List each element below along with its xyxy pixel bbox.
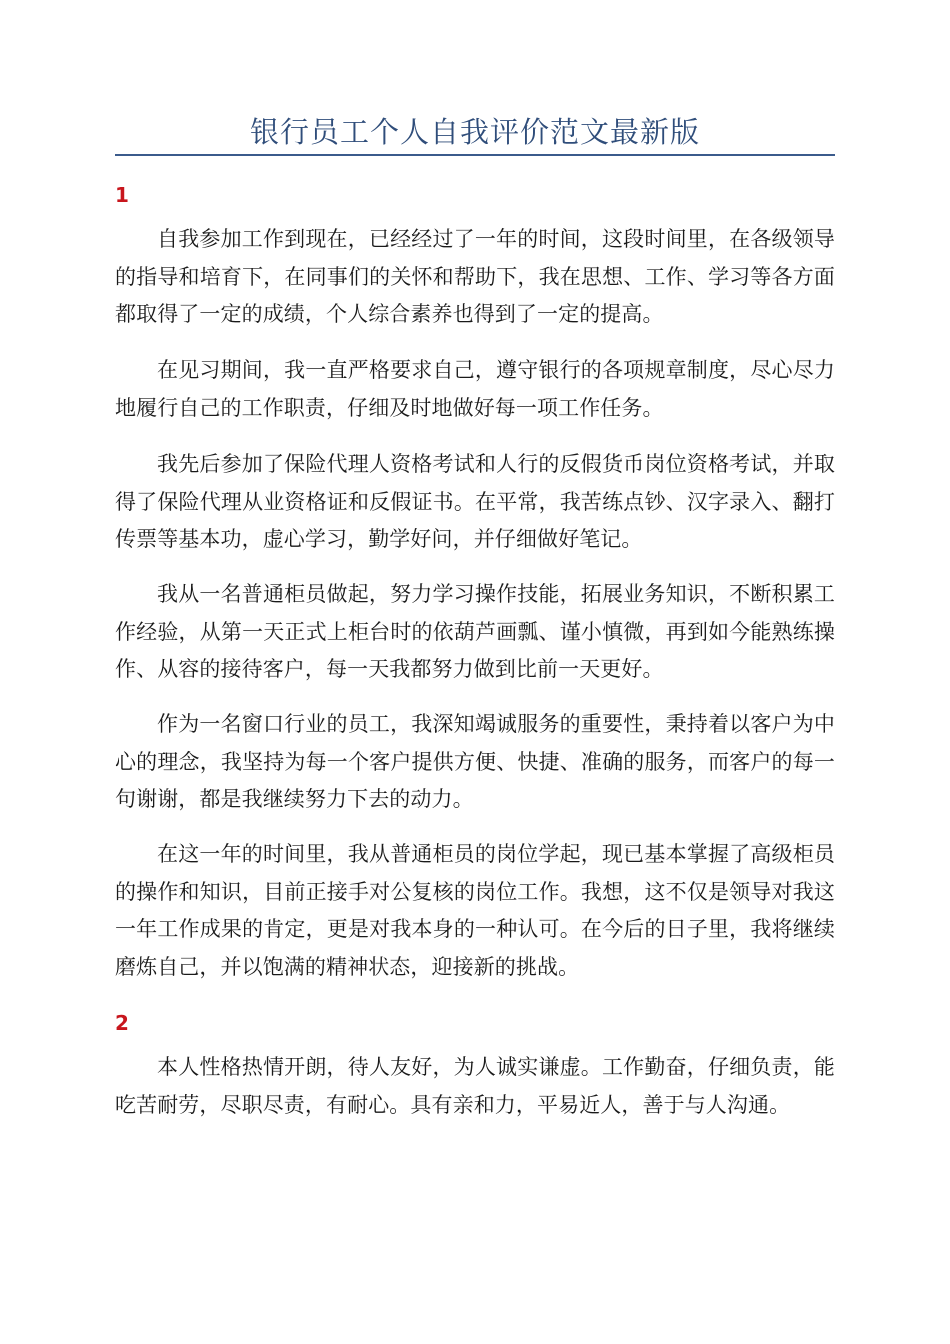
section-number-1: 1 xyxy=(115,183,129,207)
document-title: 银行员工个人自我评价范文最新版 xyxy=(249,115,700,149)
section-1-paragraph-4: 我从一名普通柜员做起，努力学习操作技能，拓展业务知识，不断积累工作经验，从第一天正式上柜台时的依葫芦画瓢、谨小慎微，再到如今能熟练操作、从容的接待客户，每一天我都努力做到比前一天更好。 xyxy=(115,582,835,682)
section-1-paragraph-6: 在这一年的时间里，我从普通柜员的岗位学起，现已基本掌握了高级柜员的操作和知识，目前正接手对公复核的岗位工作。我想，这不仅是领导对我这一年工作成果的肯定，更是对我本身的一种认可。在今后的日子里，我将继续磨炼自己，并以饱满的精神状态，迎接新的挑战。 xyxy=(115,842,835,980)
section-2-paragraph-1: 本人性格热情开朗，待人友好，为人诚实谦虚。工作勤奋，仔细负责，能吃苦耐劳，尽职尽责，有耐心。具有亲和力，平易近人，善于与人沟通。 xyxy=(115,1055,835,1117)
title-underline xyxy=(115,154,835,156)
section-1-paragraph-3: 我先后参加了保险代理人资格考试和人行的反假货币岗位资格考试，并取得了保险代理从业资格证和反假证书。在平常，我苦练点钞、汉字录入、翻打传票等基本功，虚心学习，勤学好问，并仔细做好笔记。 xyxy=(115,452,835,552)
section-1-paragraph-1: 自我参加工作到现在，已经经过了一年的时间，这段时间里，在各级领导的指导和培育下，在同事们的关怀和帮助下，我在思想、工作、学习等各方面都取得了一定的成绩，个人综合素养也得到了一定的提高。 xyxy=(115,227,835,327)
section-1-paragraph-2: 在见习期间，我一直严格要求自己，遵守银行的各项规章制度，尽心尽力地履行自己的工作职责，仔细及时地做好每一项工作任务。 xyxy=(115,358,835,420)
section-1-paragraph-5: 作为一名窗口行业的员工，我深知竭诚服务的重要性，秉持着以客户为中心的理念，我坚持为每一个客户提供方便、快捷、准确的服务，而客户的每一句谢谢，都是我继续努力下去的动力。 xyxy=(115,712,835,812)
section-number-2: 2 xyxy=(115,1011,129,1035)
